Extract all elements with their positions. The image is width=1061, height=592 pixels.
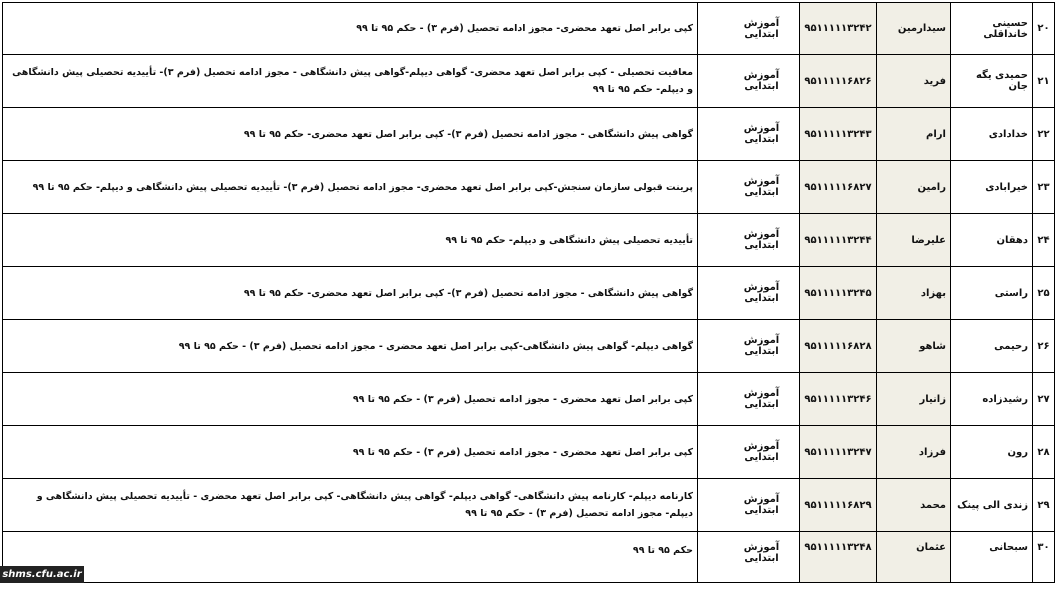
missing-documents: گواهی دیپلم- گواهی پیش دانشگاهی-کپی برابر اصل تعهد محضری - مجوز ادامه تحصیل (فرم ۳) - حکم ۹۵ تا ۹۹ [3, 320, 698, 373]
first-name: بهزاد [877, 267, 951, 320]
table-row [3, 161, 1055, 214]
table-row [3, 426, 1055, 479]
first-name: ارام [877, 108, 951, 161]
student-id: ۹۵۱۱۱۱۱۳۲۴۴ [800, 214, 877, 267]
students-documents-table [2, 2, 1055, 583]
field-of-study: آموزش ابتدایی [698, 426, 800, 479]
first-name: عثمان [877, 532, 951, 583]
first-name: محمد [877, 479, 951, 532]
first-name: شاهو [877, 320, 951, 373]
last-name: حمیدی یگه جان [951, 55, 1033, 108]
student-id: ۹۵۱۱۱۱۱۳۲۴۷ [800, 426, 877, 479]
missing-documents: گواهی پیش دانشگاهی - مجوز ادامه تحصیل (فرم ۳)- کپی برابر اصل تعهد محضری- حکم ۹۵ تا ۹۹ [3, 108, 698, 161]
last-name: زندی الی پینک [951, 479, 1033, 532]
row-index: ۲۴ [1033, 214, 1055, 267]
field-of-study: آموزش ابتدایی [698, 320, 800, 373]
table-row [3, 3, 1055, 55]
row-index: ۲۳ [1033, 161, 1055, 214]
missing-documents: گواهی پیش دانشگاهی - مجوز ادامه تحصیل (فرم ۳)- کپی برابر اصل تعهد محضری- حکم ۹۵ تا ۹۹ [3, 267, 698, 320]
field-of-study: آموزش ابتدایی [698, 532, 800, 583]
missing-documents: کپی برابر اصل تعهد محضری - مجوز ادامه تحصیل (فرم ۳) - حکم ۹۵ تا ۹۹ [3, 373, 698, 426]
student-id: ۹۵۱۱۱۱۱۳۲۴۵ [800, 267, 877, 320]
table-row [3, 373, 1055, 426]
last-name: رون [951, 426, 1033, 479]
missing-documents: کپی برابر اصل تعهد محضری- مجوز ادامه تحصیل (فرم ۳) - حکم ۹۵ تا ۹۹ [3, 3, 698, 55]
student-id: ۹۵۱۱۱۱۱۶۸۲۹ [800, 479, 877, 532]
last-name: سبحانی [951, 532, 1033, 583]
site-watermark: shms.cfu.ac.ir [0, 566, 84, 583]
student-id: ۹۵۱۱۱۱۱۳۲۴۸ [800, 532, 877, 583]
row-index: ۲۱ [1033, 55, 1055, 108]
first-name: فرید [877, 55, 951, 108]
first-name: فرزاد [877, 426, 951, 479]
row-index: ۳۰ [1033, 532, 1055, 583]
row-index: ۲۸ [1033, 426, 1055, 479]
last-name: راستی [951, 267, 1033, 320]
field-of-study: آموزش ابتدایی [698, 3, 800, 55]
student-id: ۹۵۱۱۱۱۱۳۲۴۲ [800, 3, 877, 55]
missing-documents: کپی برابر اصل تعهد محضری - مجوز ادامه تحصیل (فرم ۳) - حکم ۹۵ تا ۹۹ [3, 426, 698, 479]
first-name: علیرضا [877, 214, 951, 267]
table-row [3, 532, 1055, 583]
field-of-study: آموزش ابتدایی [698, 267, 800, 320]
field-of-study: آموزش ابتدایی [698, 161, 800, 214]
missing-documents: حکم ۹۵ تا ۹۹ [3, 532, 698, 583]
missing-documents: معافیت تحصیلی - کپی برابر اصل تعهد محضری- گواهی دیپلم-گواهی پیش دانشگاهی - مجوز ادامه تحصیل (فرم ۳)- تأییدیه تحصیلی پیش دانشگاهی و دیپلم- حکم ۹۵ تا ۹۹ [3, 55, 698, 108]
field-of-study: آموزش ابتدایی [698, 214, 800, 267]
field-of-study: آموزش ابتدایی [698, 108, 800, 161]
missing-documents: پرینت قبولی سازمان سنجش-کپی برابر اصل تعهد محضری- مجوز ادامه تحصیل (فرم ۳)- تأییدیه تحصیلی پیش دانشگاهی و دیپلم- حکم ۹۵ تا ۹۹ [3, 161, 698, 214]
row-index: ۲۹ [1033, 479, 1055, 532]
row-index: ۲۵ [1033, 267, 1055, 320]
student-id: ۹۵۱۱۱۱۱۶۸۲۷ [800, 161, 877, 214]
student-id: ۹۵۱۱۱۱۱۶۸۲۶ [800, 55, 877, 108]
student-id: ۹۵۱۱۱۱۱۳۲۴۳ [800, 108, 877, 161]
first-name: زانیار [877, 373, 951, 426]
missing-documents: تأییدیه تحصیلی پیش دانشگاهی و دیپلم- حکم ۹۵ تا ۹۹ [3, 214, 698, 267]
table-row [3, 267, 1055, 320]
last-name: حسینی خانداقلی [951, 3, 1033, 55]
table-row [3, 479, 1055, 532]
last-name: دهقان [951, 214, 1033, 267]
missing-documents: کارنامه دیپلم- کارنامه پیش دانشگاهی- گواهی دیپلم- گواهی پیش دانشگاهی- کپی برابر اصل تعهد محضری - تأییدیه تحصیلی پیش دانشگاهی و دیپلم- مجوز ادامه تحصیل (فرم ۳) - حکم ۹۵ تا ۹۹ [3, 479, 698, 532]
student-id: ۹۵۱۱۱۱۱۳۲۴۶ [800, 373, 877, 426]
field-of-study: آموزش ابتدایی [698, 479, 800, 532]
last-name: خیرابادی [951, 161, 1033, 214]
table-row [3, 214, 1055, 267]
field-of-study: آموزش ابتدایی [698, 55, 800, 108]
last-name: رحیمی [951, 320, 1033, 373]
first-name: رامین [877, 161, 951, 214]
student-id: ۹۵۱۱۱۱۱۶۸۲۸ [800, 320, 877, 373]
row-index: ۲۲ [1033, 108, 1055, 161]
row-index: ۲۷ [1033, 373, 1055, 426]
row-index: ۲۶ [1033, 320, 1055, 373]
first-name: سیدارمین [877, 3, 951, 55]
field-of-study: آموزش ابتدایی [698, 373, 800, 426]
table-row [3, 55, 1055, 108]
table-row [3, 108, 1055, 161]
row-index: ۲۰ [1033, 3, 1055, 55]
table-row [3, 320, 1055, 373]
last-name: رشیدزاده [951, 373, 1033, 426]
last-name: خدادادی [951, 108, 1033, 161]
